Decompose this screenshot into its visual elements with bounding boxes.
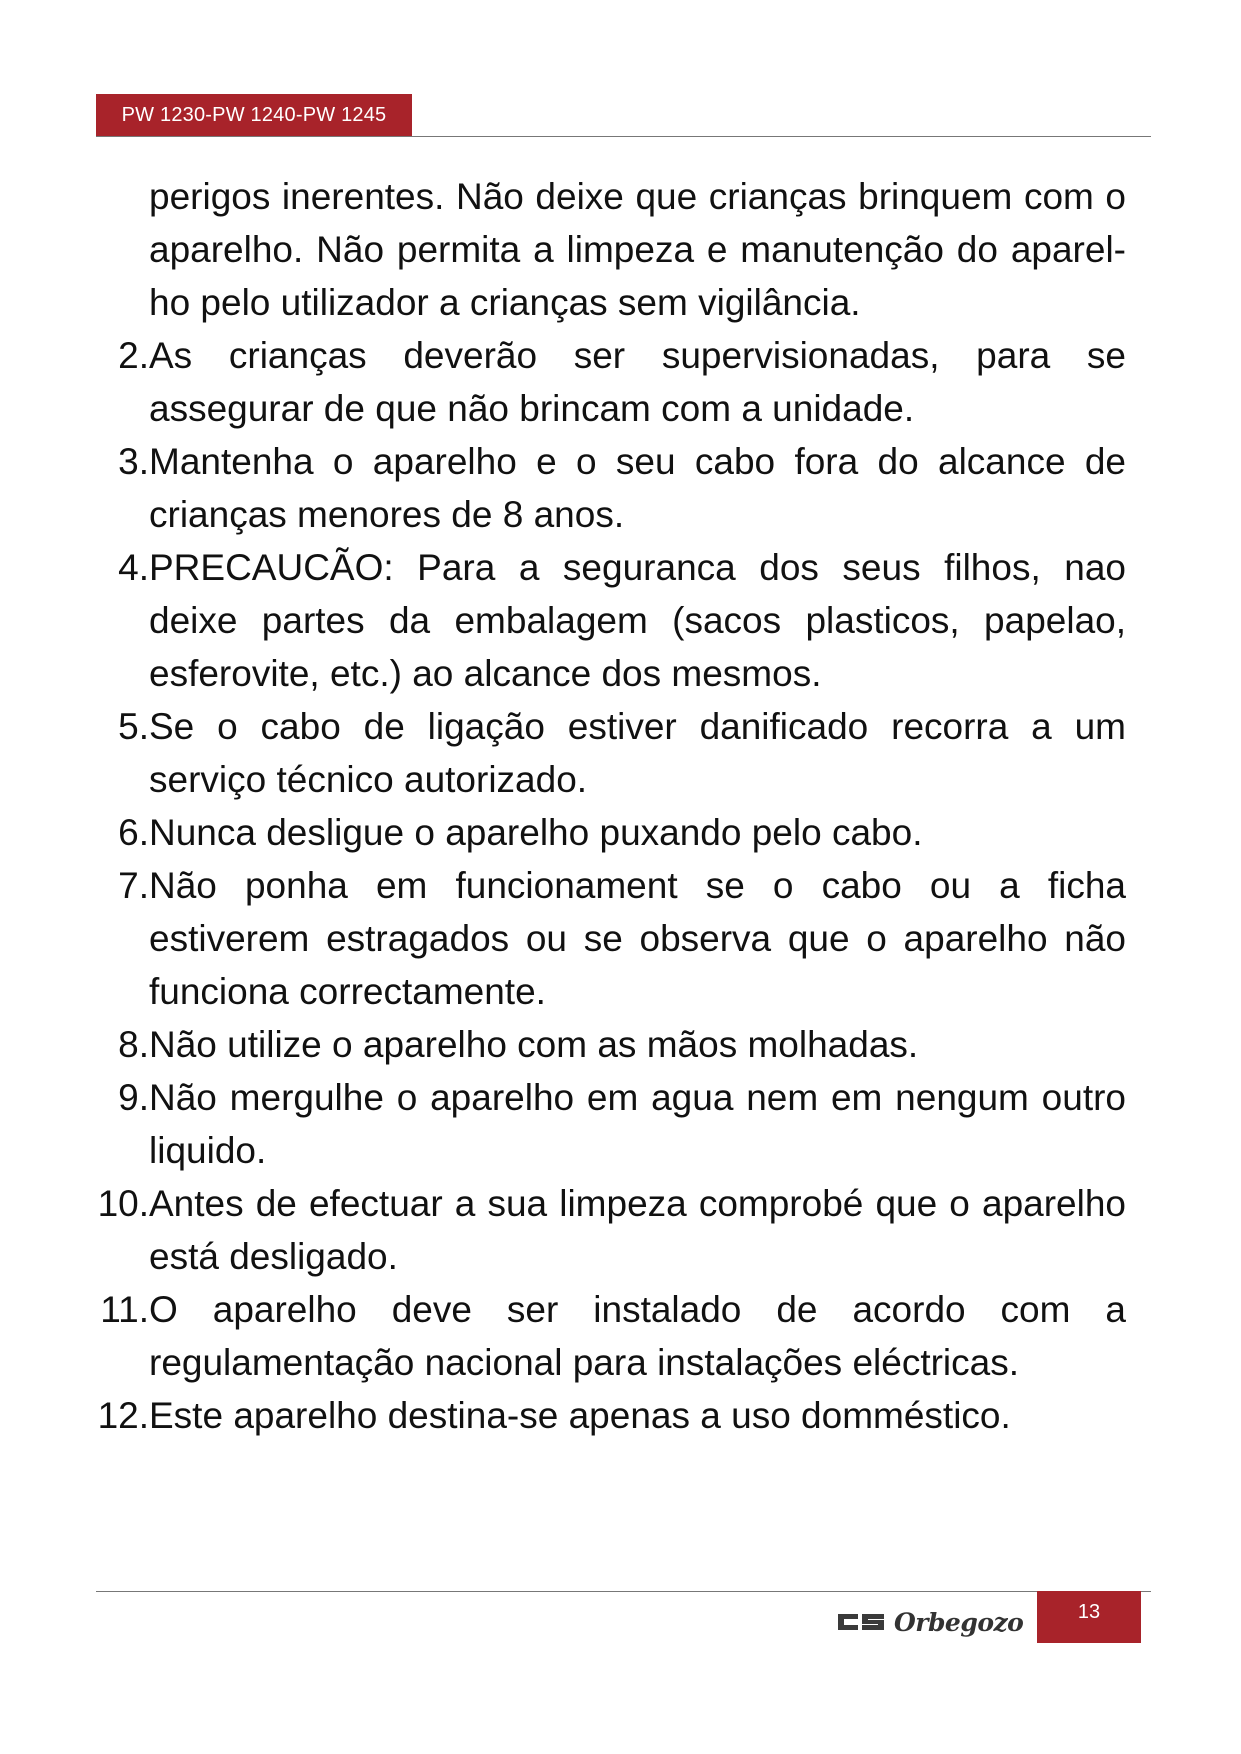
list-item [86,329,1126,435]
list-item [86,1283,1126,1389]
item-text: Não ponha em funcionament se o cabo ou a ficha estiverem estragados ou se observa que o aparelho não funciona correctamente. [149,865,1126,1012]
list-item [86,541,1126,700]
list-item [86,1389,1126,1442]
list-item [86,1071,1126,1177]
model-label: PW 1230-PW 1240-PW 1245 [96,94,412,136]
item-number: 5. [118,706,149,747]
item-number: 4. [118,547,149,588]
item-text: Antes de efectuar a sua limpeza comprobé que o aparelho está desligado. [149,1183,1126,1277]
brand-logo [836,1598,1026,1646]
item-text: Nunca desligue o aparelho puxando pelo cabo. [149,812,923,853]
list-item [86,435,1126,541]
item-text: PRECAUCÃO: Para a seguranca dos seus filhos, nao deixe partes da embalagem (sacos plasticos, papelao, esferovite, etc.) ao alcance dos mesmos. [149,547,1126,694]
item-number: 6. [118,812,149,853]
item-number: 3. [118,441,149,482]
item-text: Mantenha o aparelho e o seu cabo fora do alcance de crianças menores de 8 anos. [149,441,1126,535]
list-item [86,1177,1126,1283]
list-item [86,859,1126,1018]
list-item [86,806,1126,859]
brand-name: Orbegozo [894,1607,1024,1637]
cs-logo-icon [836,1610,886,1634]
item-number: 12. [97,1395,149,1436]
item-number: 9. [118,1077,149,1118]
item-text: Este aparelho destina-se apenas a uso domméstico. [149,1395,1011,1436]
instructions-body [86,170,1126,1442]
page-number: 13 [1037,1591,1141,1643]
item-number: 11. [100,1289,149,1330]
list-item [86,700,1126,806]
header-divider [96,136,1151,137]
list-item [86,1018,1126,1071]
item-number: 10. [97,1183,149,1224]
item-number: 8. [118,1024,149,1065]
item-number: 2. [118,335,149,376]
item-text: Se o cabo de ligação estiver danificado recorra a um serviço técnico autorizado. [149,706,1126,800]
footer-divider [96,1591,1151,1592]
item-text: Não utilize o aparelho com as mãos molhadas. [149,1024,919,1065]
item-text: O aparelho deve ser instalado de acordo com a regulamentação nacional para instalações eléctricas. [149,1289,1126,1383]
item-number: 7. [118,865,149,906]
item-text: As crianças deverão ser supervisionadas, para se assegurar de que não brincam com a unidade. [149,335,1126,429]
item-text: Não mergulhe o aparelho em agua nem em nengum outro liquido. [149,1077,1126,1171]
lead-paragraph: perigos inerentes. Não deixe que crianças brinquem com o aparelho. Não permita a limpeza e manutenção do aparel-ho pelo utilizador a crianças sem vigilância. [149,176,1126,323]
